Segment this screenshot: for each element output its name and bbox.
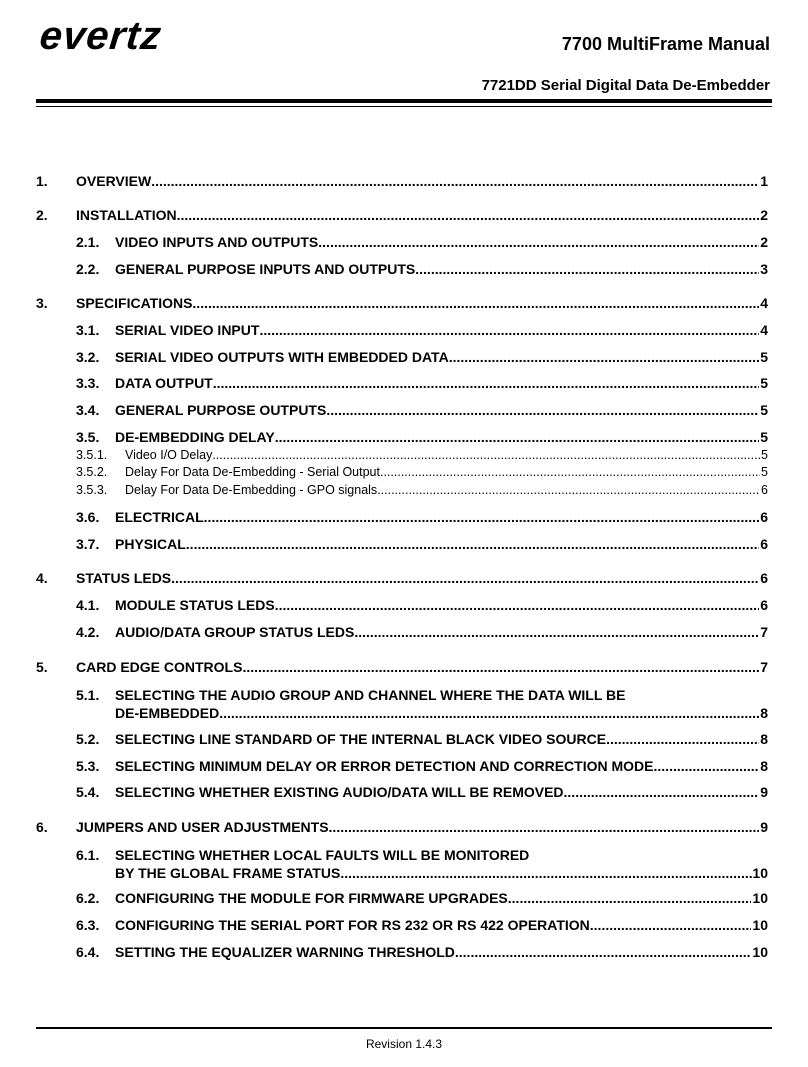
toc-page-number: 8 xyxy=(760,731,768,747)
toc-page-number: 8 xyxy=(760,758,768,774)
toc-page-number: 9 xyxy=(760,784,768,800)
toc-title: SELECTING THE AUDIO GROUP AND CHANNEL WHERE THE DATA WILL BE xyxy=(115,687,626,703)
toc-entry-de-embedding-delay[interactable] xyxy=(76,429,768,446)
toc-page-number: 6 xyxy=(760,509,768,525)
toc-number: 3.4. xyxy=(76,402,100,418)
toc-title: SERIAL VIDEO INPUT xyxy=(115,322,260,338)
toc-number: 3.2. xyxy=(76,349,100,365)
toc-title: DATA OUTPUT xyxy=(115,375,213,391)
toc-entry-firmware-upgrades[interactable] xyxy=(76,890,768,907)
dot-leader xyxy=(449,349,760,366)
toc-entry-physical[interactable] xyxy=(76,536,768,553)
toc-entry-specifications[interactable] xyxy=(36,295,768,312)
toc-number: 3.1. xyxy=(76,322,100,338)
toc-title: SELECTING LINE STANDARD OF THE INTERNAL BLACK VIDEO SOURCE xyxy=(115,731,607,747)
dot-leader xyxy=(204,509,760,526)
dot-leader xyxy=(192,295,759,312)
toc-title: MODULE STATUS LEDS xyxy=(115,597,275,613)
toc-title: DE-EMBEDDING DELAY xyxy=(115,429,275,445)
toc-page-number: 4 xyxy=(760,295,768,311)
toc-page-number: 6 xyxy=(760,570,768,586)
toc-page-number: 5 xyxy=(760,375,768,391)
toc-number: 3.5.1. xyxy=(76,448,108,462)
footer-rule xyxy=(36,1027,772,1029)
toc-number: 3.5. xyxy=(76,429,100,445)
toc-number: 3.6. xyxy=(76,509,100,525)
dot-leader xyxy=(564,784,760,801)
toc-title: CARD EDGE CONTROLS xyxy=(76,659,243,675)
toc-entry-card-edge-controls[interactable] xyxy=(36,659,768,676)
dot-leader xyxy=(275,597,760,614)
toc-title: Delay For Data De-Embedding - Serial Output xyxy=(125,465,380,479)
toc-entry-delay-gpo-signals[interactable] xyxy=(76,483,768,498)
dot-leader xyxy=(606,731,759,748)
toc-page-number: 1 xyxy=(760,173,768,189)
toc-number: 4. xyxy=(36,570,48,586)
dot-leader xyxy=(326,402,759,419)
dot-leader xyxy=(508,890,752,907)
dot-leader xyxy=(259,322,759,339)
toc-title: VIDEO INPUTS AND OUTPUTS xyxy=(115,234,319,250)
toc-title: ELECTRICAL xyxy=(115,509,204,525)
toc-entry-gpio[interactable] xyxy=(76,261,768,278)
toc-title: GENERAL PURPOSE OUTPUTS xyxy=(115,402,327,418)
toc-entry-video-inputs-outputs[interactable] xyxy=(76,234,768,251)
toc-number: 5.4. xyxy=(76,784,100,800)
toc-page-number: 7 xyxy=(760,624,768,640)
toc-page-number: 5 xyxy=(760,402,768,418)
toc-title: SELECTING WHETHER EXISTING AUDIO/DATA WILL BE REMOVED xyxy=(115,784,564,800)
toc-page-number: 6 xyxy=(761,483,768,497)
dot-leader xyxy=(329,819,760,836)
toc-entry-general-purpose-outputs[interactable] xyxy=(76,402,768,419)
toc-number: 3.5.3. xyxy=(76,483,108,497)
toc-title: SPECIFICATIONS xyxy=(76,295,193,311)
toc-number: 2.2. xyxy=(76,261,100,277)
dot-leader xyxy=(242,659,759,676)
dot-leader xyxy=(354,624,759,641)
dot-leader xyxy=(213,375,759,392)
toc-page-number: 8 xyxy=(760,705,768,721)
toc-page-number: 9 xyxy=(760,819,768,835)
toc-title: SETTING THE EQUALIZER WARNING THRESHOLD xyxy=(115,944,455,960)
toc-title: JUMPERS AND USER ADJUSTMENTS xyxy=(76,819,329,835)
toc-title: DE-EMBEDDED xyxy=(115,705,220,721)
toc-number: 3.3. xyxy=(76,375,100,391)
toc-number: 6.1. xyxy=(76,847,100,863)
toc-entry-status-leds[interactable] xyxy=(36,570,768,587)
dot-leader xyxy=(377,483,760,498)
toc-title: GENERAL PURPOSE INPUTS AND OUTPUTS xyxy=(115,261,416,277)
toc-page-number: 10 xyxy=(752,865,768,881)
dot-leader xyxy=(171,570,759,587)
toc-title: SERIAL VIDEO OUTPUTS WITH EMBEDDED DATA xyxy=(115,349,449,365)
toc-entry-equalizer-warning[interactable] xyxy=(76,944,768,961)
toc-number: 5. xyxy=(36,659,48,675)
toc-title: Delay For Data De-Embedding - GPO signals xyxy=(125,483,378,497)
toc-entry-selecting-line-standard[interactable] xyxy=(76,731,768,748)
evertz-logo: evertz xyxy=(37,14,164,58)
toc-number: 2.1. xyxy=(76,234,100,250)
toc-title: AUDIO/DATA GROUP STATUS LEDS xyxy=(115,624,355,640)
dot-leader xyxy=(212,448,760,463)
toc-title: OVERVIEW xyxy=(76,173,152,189)
toc-title: CONFIGURING THE SERIAL PORT FOR RS 232 OR RS 422 OPERATION xyxy=(115,917,590,933)
toc-number: 4.2. xyxy=(76,624,100,640)
toc-page-number: 6 xyxy=(760,536,768,552)
toc-title-continuation xyxy=(115,704,768,722)
toc-title: CONFIGURING THE MODULE FOR FIRMWARE UPGRADES xyxy=(115,890,508,906)
toc-number: 5.2. xyxy=(76,731,100,747)
dot-leader xyxy=(219,704,760,722)
header-rule-thick xyxy=(36,99,772,103)
toc-number: 6. xyxy=(36,819,48,835)
toc-number: 6.2. xyxy=(76,890,100,906)
toc-entry-selecting-audio-removed[interactable] xyxy=(76,784,768,801)
toc-page-number: 5 xyxy=(761,465,768,479)
toc-entry-selecting-minimum-delay[interactable] xyxy=(76,758,768,775)
toc-page-number: 5 xyxy=(760,429,768,445)
dot-leader xyxy=(590,917,752,934)
toc-entry-module-status-leds[interactable] xyxy=(76,597,768,614)
toc-number: 5.1. xyxy=(76,687,100,703)
toc-page-number: 5 xyxy=(760,349,768,365)
revision-label: Revision 1.4.3 xyxy=(365,1037,443,1051)
toc-title: INSTALLATION xyxy=(76,207,177,223)
dot-leader xyxy=(654,758,760,775)
toc-number: 2. xyxy=(36,207,48,223)
toc-number: 3. xyxy=(36,295,48,311)
toc-title: BY THE GLOBAL FRAME STATUS xyxy=(115,865,341,881)
toc-title: PHYSICAL xyxy=(115,536,186,552)
toc-number: 6.3. xyxy=(76,917,100,933)
toc-entry-delay-serial-output[interactable] xyxy=(76,465,768,480)
toc-entry-installation[interactable] xyxy=(36,207,768,224)
toc-page-number: 3 xyxy=(760,261,768,277)
toc-page-number: 10 xyxy=(752,890,768,906)
toc-entry-jumpers[interactable] xyxy=(36,819,768,836)
toc-number: 4.1. xyxy=(76,597,100,613)
dot-leader xyxy=(151,173,759,190)
toc-entry-serial-video-input[interactable] xyxy=(76,322,768,339)
manual-title: 7700 MultiFrame Manual xyxy=(561,34,770,54)
toc-entry-overview[interactable] xyxy=(36,173,768,190)
dot-leader xyxy=(275,429,759,446)
dot-leader xyxy=(380,465,760,480)
toc-page-number: 2 xyxy=(760,207,768,223)
toc-entry-serial-port-config[interactable] xyxy=(76,917,768,934)
toc-number: 6.4. xyxy=(76,944,100,960)
dot-leader xyxy=(415,261,759,278)
toc-number: 1. xyxy=(36,173,48,189)
toc-entry-electrical[interactable] xyxy=(76,509,768,526)
toc-title: SELECTING MINIMUM DELAY OR ERROR DETECTION AND CORRECTION MODE xyxy=(115,758,654,774)
dot-leader xyxy=(455,944,752,961)
toc-entry-serial-video-outputs[interactable] xyxy=(76,349,768,366)
dot-leader xyxy=(186,536,759,553)
dot-leader xyxy=(340,864,752,882)
toc-page-number: 6 xyxy=(760,597,768,613)
toc-page-number: 2 xyxy=(760,234,768,250)
toc-number: 3.5.2. xyxy=(76,465,108,479)
toc-page-number: 7 xyxy=(760,659,768,675)
toc-number: 5.3. xyxy=(76,758,100,774)
product-subtitle: 7721DD Serial Digital Data De-Embedder xyxy=(481,77,770,94)
toc-page-number: 10 xyxy=(752,944,768,960)
toc-entry-audio-data-group-leds[interactable] xyxy=(76,624,768,641)
toc-entry-video-io-delay[interactable] xyxy=(76,448,768,463)
toc-title: Video I/O Delay xyxy=(125,448,213,462)
toc-entry-data-output[interactable] xyxy=(76,375,768,392)
toc-number: 3.7. xyxy=(76,536,100,552)
header-rule-thin xyxy=(36,106,772,107)
toc-title: SELECTING WHETHER LOCAL FAULTS WILL BE MONITORED xyxy=(115,847,530,863)
toc-title-continuation xyxy=(115,864,768,882)
toc-page-number: 10 xyxy=(752,917,768,933)
toc-title: STATUS LEDS xyxy=(76,570,172,586)
dot-leader xyxy=(177,207,760,224)
dot-leader xyxy=(318,234,759,251)
toc-page-number: 5 xyxy=(761,448,768,462)
toc-page-number: 4 xyxy=(760,322,768,338)
